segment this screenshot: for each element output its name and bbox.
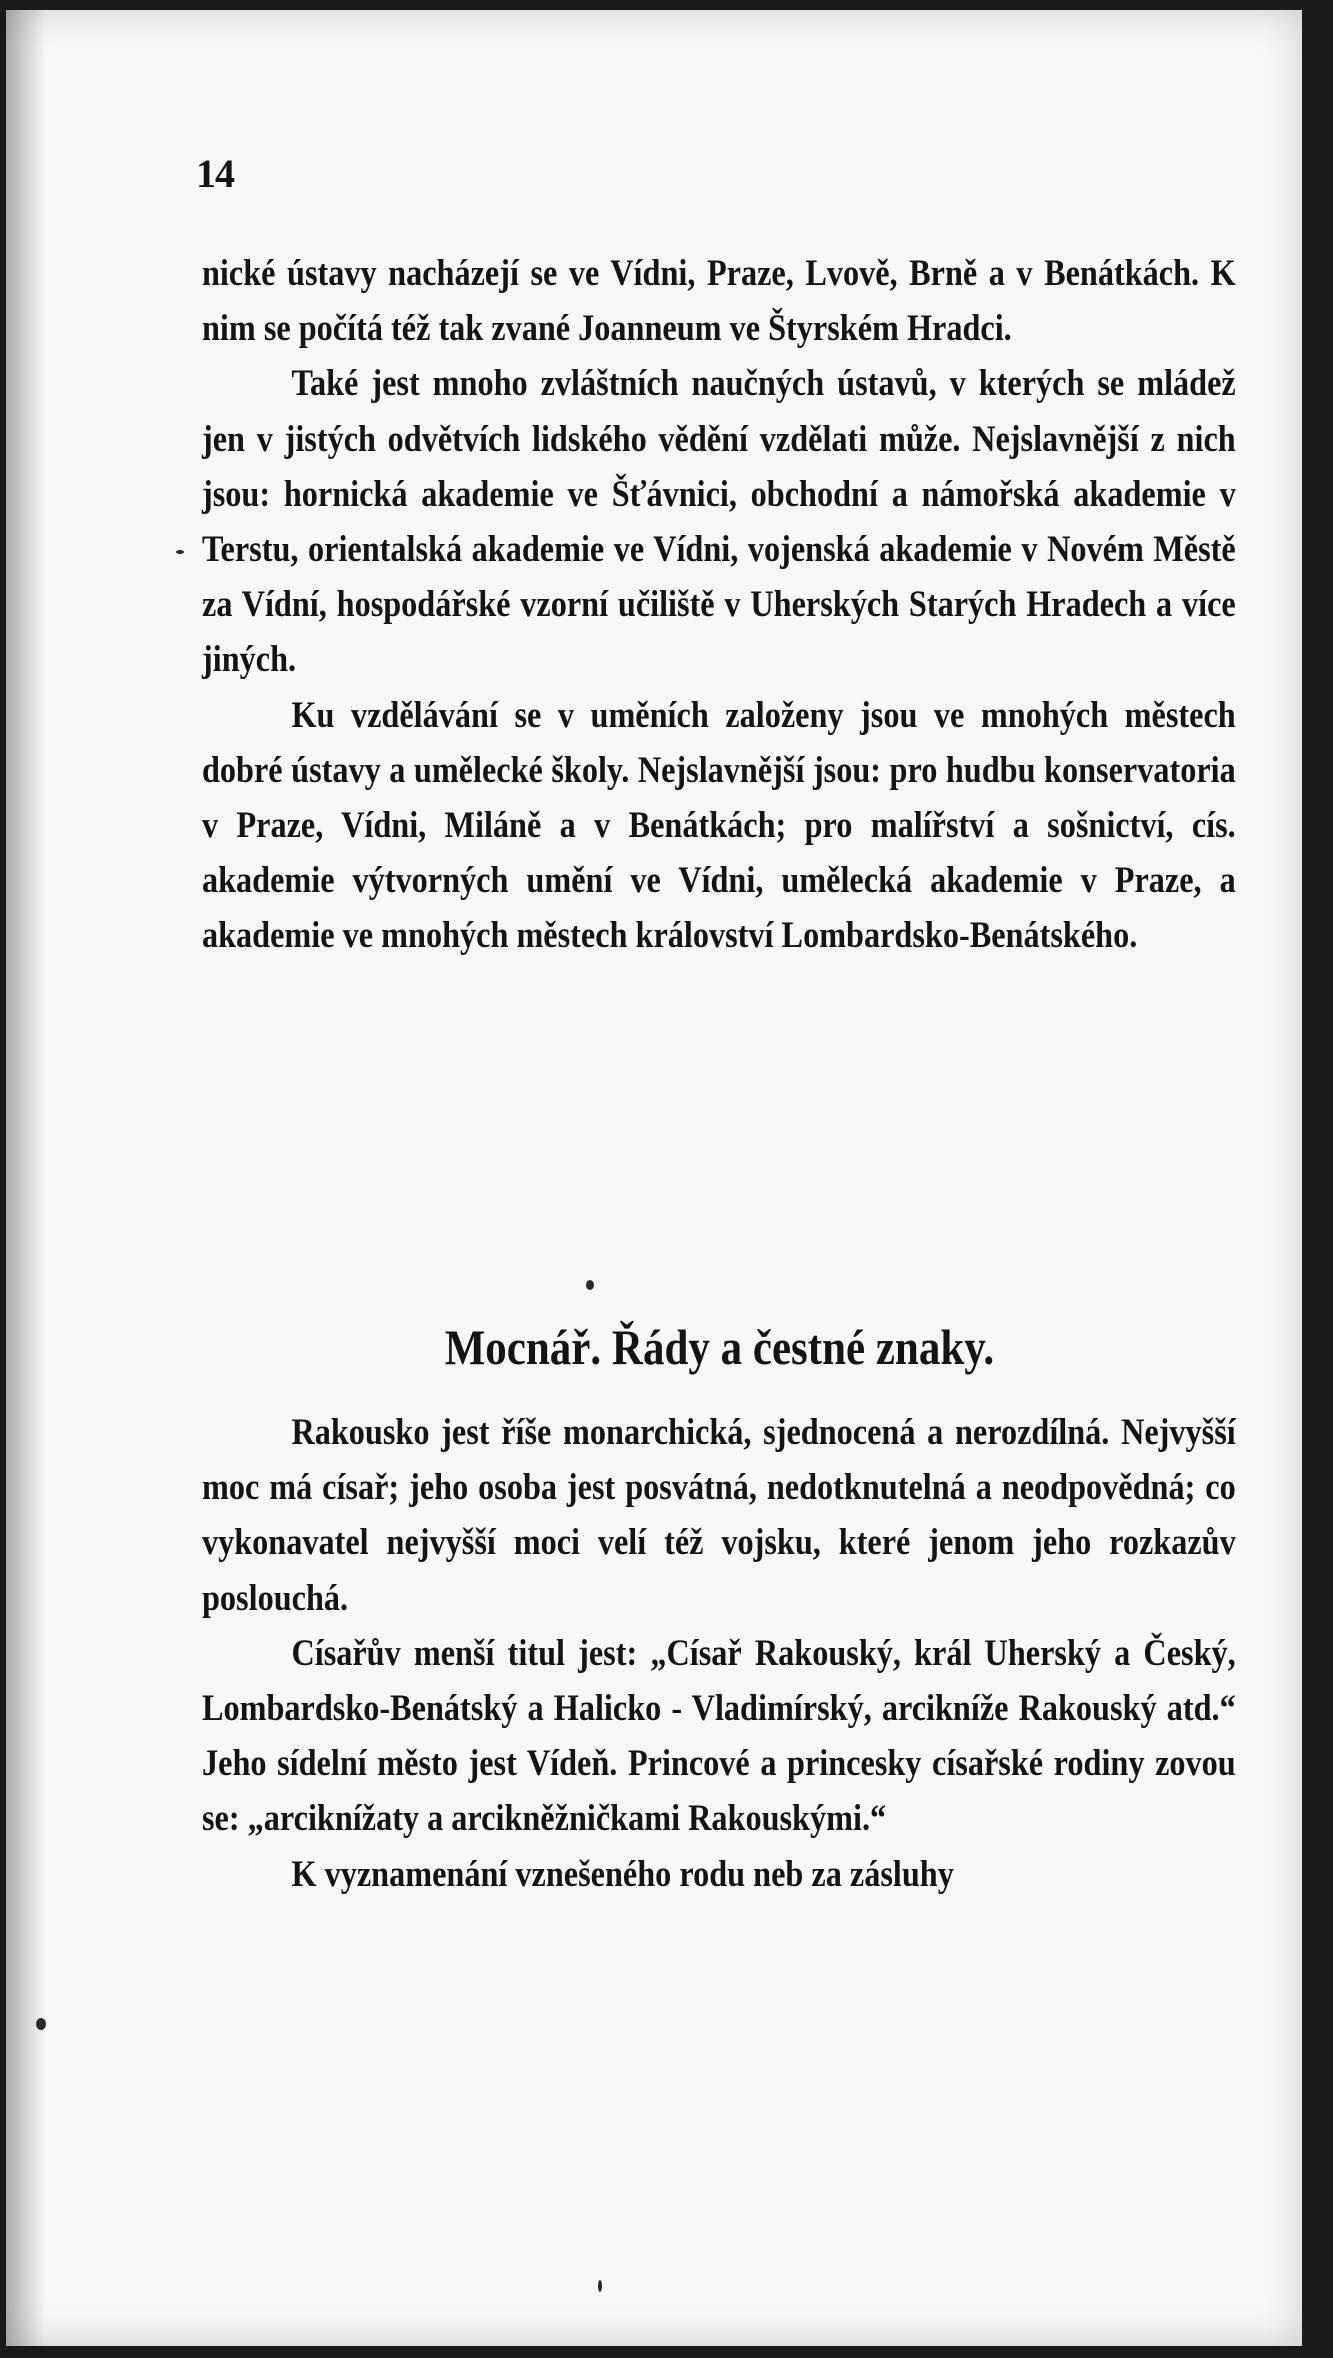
section-heading-text: Mocnář. Řády a čestné znaky. bbox=[444, 1319, 994, 1375]
paragraph: nické ústavy nacházejí se ve Vídni, Praze, Lvově, Brně a v Benátkách. K nim se počítá též tak zvané Joanneum ve Štyrském Hradci. bbox=[202, 253, 1236, 350]
book-page bbox=[6, 10, 1302, 2346]
section-1-text bbox=[202, 246, 1236, 964]
paragraph: Také jest mnoho zvláštních naučných ústavů, v kterých se mládež jen v jistých odvětvích lidského vědění vzdělati může. Nejslavnější z nich jsou: hornická akademie ve Šťávnici, obchodní a námořská akademie v Terstu, orientalská akademie ve Vídni, vojenská akademie v Novém Městě za Vídní, hospodářské vzorní učiliště v Uherských Starých Hradech a více jiných. bbox=[202, 363, 1236, 681]
section-2-text bbox=[202, 1405, 1236, 1902]
scan-speck bbox=[598, 2280, 602, 2292]
section-heading bbox=[202, 1318, 1236, 1376]
scan-speck bbox=[586, 1280, 594, 1290]
scan-speck bbox=[36, 2018, 46, 2030]
scan-speck bbox=[176, 550, 184, 554]
paragraph: Rakousko jest říše monarchická, sjednocená a nerozdílná. Nejvyšší moc má císař; jeho osoba jest posvátná, nedotknutelná a neodpovědná; co vykonavatel nejvyšší moci velí též vojsku, které jenom jeho rozkazův poslouchá. bbox=[202, 1412, 1236, 1619]
paragraph: Ku vzdělávání se v uměních založeny jsou ve mnohých městech dobré ústavy a umělecké školy. Nejslavnější jsou: pro hudbu konservatoria v Praze, Vídni, Miláně a v Benátkách; pro malířství a sošnictví, cís. akademie výtvorných umění ve Vídni, umělecká akademie v Praze, a akademie ve mnohých městech království Lombardsko-Benátského. bbox=[202, 694, 1236, 957]
paragraph: K vyznamenání vznešeného rodu neb za zásluhy bbox=[291, 1853, 954, 1895]
paragraph: Císařův menší titul jest: „Císař Rakouský, král Uherský a Český, Lombardsko-Benátský a Halicko - Vladimírský, arcikníže Rakouský atd.“ Jeho sídelní město jest Vídeň. Princové a princesky císařské rodiny zovou se: „arciknížaty a arcikněžničkami Rakouskými.“ bbox=[202, 1632, 1236, 1840]
page-number: 14 bbox=[196, 151, 234, 196]
